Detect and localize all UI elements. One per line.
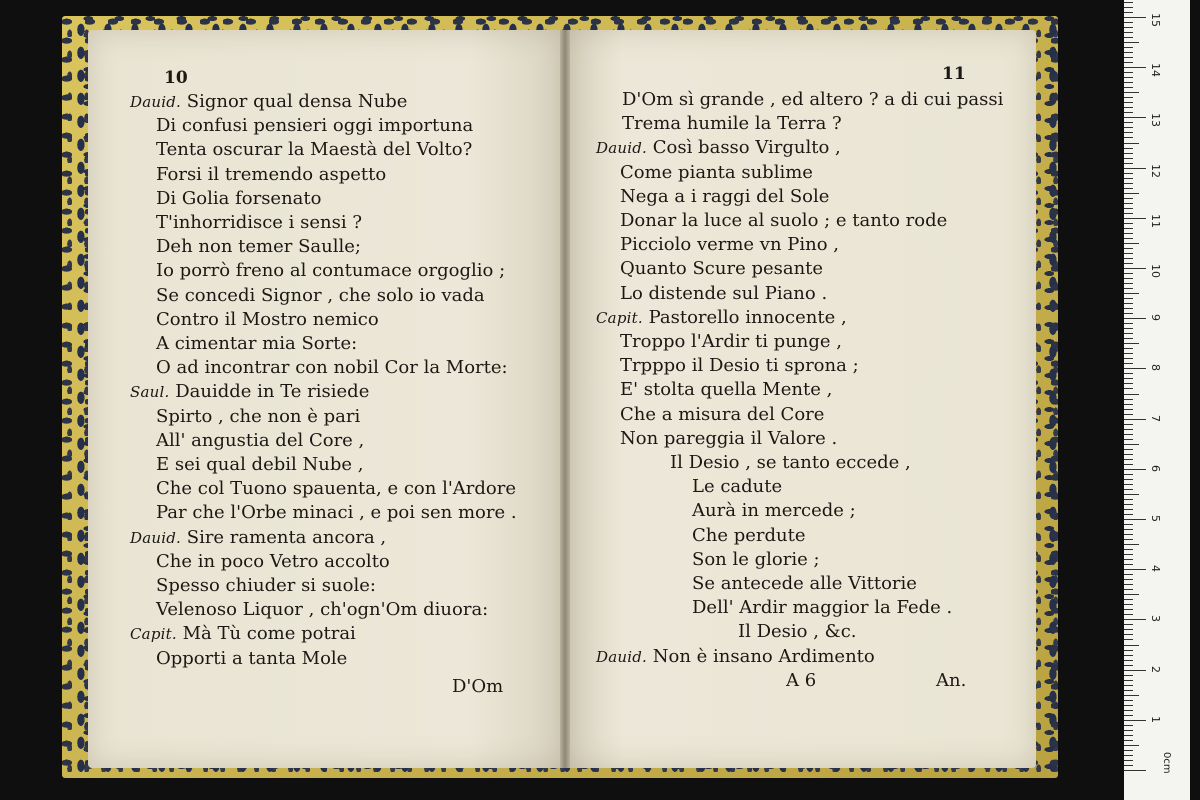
- ruler-tick: [1124, 670, 1146, 671]
- ruler-tick: [1124, 153, 1133, 154]
- speaker-label: Capit.: [596, 308, 643, 327]
- text-line: [156, 114, 473, 138]
- ruler-tick: [1124, 343, 1139, 344]
- ruler-tick: [1124, 288, 1133, 289]
- verse-text: Che col Tuono spauenta, e con l'Ardore: [156, 478, 516, 500]
- ruler-tick: [1124, 37, 1133, 38]
- ruler-tick: [1124, 17, 1146, 18]
- verse-text: Che a misura del Core: [620, 403, 825, 425]
- ruler-tick: [1124, 770, 1146, 771]
- ruler-tick: [1124, 193, 1139, 194]
- ruler-tick: [1124, 404, 1133, 405]
- ruler-tick: [1124, 705, 1133, 706]
- ruler-tick: [1124, 444, 1139, 445]
- ruler-tick: [1124, 82, 1133, 83]
- verse-text: T'inhorridisce i sensi ?: [156, 212, 362, 233]
- ruler-tick: [1124, 253, 1133, 254]
- ruler-number: 3: [1149, 615, 1162, 623]
- ruler-tick: [1124, 333, 1133, 334]
- ruler-tick: [1124, 454, 1133, 455]
- ruler-tick: [1124, 745, 1139, 746]
- text-line: [692, 572, 917, 596]
- ruler-tick: [1124, 158, 1133, 159]
- ruler-tick: [1124, 559, 1133, 560]
- ruler-number: 15: [1149, 13, 1162, 27]
- catchword: D'Om: [452, 676, 504, 697]
- text-line: [620, 185, 829, 209]
- speaker-label: Dauid.: [596, 647, 647, 666]
- ruler-tick: [1124, 318, 1146, 319]
- verse-text: Opporti a tanta Mole: [156, 647, 348, 669]
- ruler-tick: [1124, 228, 1133, 229]
- ruler-tick: [1124, 650, 1133, 651]
- ruler-tick: [1124, 32, 1133, 33]
- ruler-tick: [1124, 263, 1133, 264]
- text-line: [156, 308, 379, 332]
- ruler-tick: [1124, 665, 1133, 666]
- ruler-tick: [1124, 519, 1146, 520]
- ruler-number: 7: [1149, 414, 1162, 422]
- ruler-tick: [1124, 137, 1133, 138]
- ruler-tick: [1124, 514, 1133, 515]
- ruler-number: 8: [1149, 364, 1162, 372]
- speaker-label: Dauid.: [130, 528, 181, 547]
- ruler-tick: [1124, 52, 1133, 53]
- verse-text: Io porrò freno al contumace orgoglio ;: [156, 260, 506, 282]
- signature-mark: A 6: [786, 670, 817, 691]
- ruler-tick: [1124, 258, 1133, 259]
- ruler-tick: [1124, 238, 1133, 239]
- ruler-tick: [1124, 313, 1133, 314]
- page-number: 10: [164, 68, 188, 88]
- verse-text: Dell' Ardir maggior la Fede .: [692, 597, 953, 619]
- measurement-ruler: [1124, 0, 1190, 800]
- ruler-tick: [1124, 62, 1133, 63]
- verse-text: O ad incontrar con nobil Cor la Morte:: [156, 357, 508, 379]
- verse-text: E' stolta quella Mente ,: [620, 379, 833, 401]
- ruler-tick: [1124, 117, 1146, 118]
- verse-text: Contro il Mostro nemico: [156, 308, 379, 330]
- ruler-tick: [1124, 198, 1133, 199]
- ruler-tick: [1124, 730, 1133, 731]
- ruler-tick: [1124, 168, 1146, 169]
- verse-text: Spesso chiuder si suole:: [156, 575, 376, 596]
- ruler-tick: [1124, 102, 1133, 103]
- ruler-tick: [1124, 604, 1133, 605]
- ruler-tick: [1124, 549, 1133, 550]
- ruler-tick: [1124, 143, 1139, 144]
- ruler-tick: [1124, 489, 1133, 490]
- speaker-label: Dauid.: [130, 93, 181, 111]
- verse-text: Nega a i raggi del Sole: [620, 185, 830, 207]
- ruler-tick: [1124, 700, 1133, 701]
- text-line: [620, 427, 837, 451]
- ruler-tick: [1124, 308, 1133, 309]
- verse-text: Son le glorie ;: [692, 548, 820, 570]
- text-line: [156, 284, 485, 308]
- text-line: [156, 235, 361, 259]
- text-line: [692, 499, 856, 523]
- text-line: [620, 354, 859, 378]
- text-line: [622, 112, 842, 136]
- verse-text: Lo distende sul Piano .: [620, 282, 828, 304]
- text-line: [620, 282, 827, 306]
- ruler-tick: [1124, 614, 1133, 615]
- ruler-tick: [1124, 539, 1133, 540]
- verse-text: Donar la luce al suolo ; e tanto rode: [620, 210, 948, 231]
- ruler-tick: [1124, 248, 1133, 249]
- ruler-number: 1: [1149, 715, 1162, 723]
- ruler-tick: [1124, 554, 1133, 555]
- verse-text: E sei qual debil Nube ,: [156, 454, 364, 475]
- ruler-tick: [1124, 504, 1133, 505]
- ruler-tick: [1124, 459, 1133, 460]
- ruler-tick: [1124, 675, 1133, 676]
- ruler-tick: [1124, 368, 1146, 369]
- verse-text: Deh non temer Saulle;: [156, 236, 361, 258]
- ruler-tick: [1124, 715, 1133, 716]
- ruler-tick: [1124, 740, 1133, 741]
- ruler-tick: [1124, 424, 1133, 425]
- text-line: [156, 501, 517, 525]
- verse-text: Il Desio , &c.: [738, 621, 857, 643]
- verse-text: Trema humile la Terra ?: [622, 113, 842, 135]
- ruler-tick: [1124, 243, 1139, 244]
- ruler-tick: [1124, 2, 1133, 3]
- text-line: [156, 332, 357, 356]
- text-line: [670, 451, 911, 475]
- ruler-tick: [1124, 208, 1133, 209]
- ruler-number: 13: [1149, 113, 1162, 128]
- text-line: [156, 211, 362, 235]
- ruler-tick: [1124, 12, 1133, 13]
- ruler-tick: [1124, 283, 1133, 284]
- ruler-tick: [1124, 755, 1133, 756]
- ruler-tick: [1124, 358, 1133, 359]
- ruler-tick: [1124, 348, 1133, 349]
- text-line: [692, 524, 806, 548]
- speaker-label: Dauid.: [596, 139, 647, 158]
- verse-text: Pastorello innocente ,: [648, 306, 847, 328]
- ruler-tick: [1124, 569, 1146, 570]
- ruler-tick: [1124, 218, 1146, 219]
- ruler-tick: [1124, 594, 1139, 595]
- text-line: [620, 209, 947, 233]
- ruler-tick: [1124, 7, 1133, 8]
- ruler-tick: [1124, 353, 1133, 354]
- verse-text: Che perdute: [692, 524, 806, 546]
- ruler-tick: [1124, 87, 1133, 88]
- ruler-tick: [1124, 388, 1133, 389]
- ruler-tick: [1124, 609, 1133, 610]
- verse-text: Quanto Scure pesante: [620, 258, 824, 280]
- text-line: [130, 622, 356, 646]
- ruler-tick: [1124, 278, 1133, 279]
- text-line: [130, 380, 369, 404]
- verse-text: Troppo l'Ardir ti punge ,: [620, 331, 843, 352]
- ruler-tick: [1124, 127, 1133, 128]
- ruler-tick: [1124, 619, 1146, 620]
- ruler-tick: [1124, 223, 1133, 224]
- ruler-number: 10: [1149, 264, 1162, 278]
- ruler-tick: [1124, 529, 1133, 530]
- text-line: [156, 429, 364, 453]
- ruler-tick: [1124, 579, 1133, 580]
- ruler-tick: [1124, 112, 1133, 113]
- text-line: [156, 550, 390, 574]
- verse-text: Come pianta sublime: [620, 161, 813, 183]
- verse-text: Che in poco Vetro accolto: [156, 550, 390, 572]
- verse-text: Mà Tù come potrai: [182, 623, 356, 645]
- ruler-number: 5: [1149, 515, 1162, 522]
- ruler-tick: [1124, 303, 1133, 304]
- ruler-tick: [1124, 268, 1146, 269]
- verse-text: Picciolo verme vn Pino ,: [620, 234, 840, 256]
- text-line: [596, 136, 841, 160]
- ruler-tick: [1124, 373, 1133, 374]
- text-line: [620, 257, 823, 281]
- text-line: [596, 645, 875, 669]
- ruler-tick: [1124, 173, 1133, 174]
- ruler-tick: [1124, 655, 1133, 656]
- text-line: [692, 548, 820, 572]
- ruler-tick: [1124, 534, 1133, 535]
- text-line: [156, 187, 321, 211]
- verse-text: D'Om sì grande , ed altero ? a di cui passi: [622, 89, 1004, 110]
- ruler-tick: [1124, 690, 1133, 691]
- ruler-number: 6: [1149, 464, 1162, 472]
- verse-text: Le cadute: [692, 476, 783, 498]
- ruler-tick: [1124, 574, 1133, 575]
- ruler-tick: [1124, 439, 1133, 440]
- text-line: [156, 138, 472, 162]
- ruler-tick: [1124, 750, 1133, 751]
- ruler-tick: [1124, 188, 1133, 189]
- text-line: [130, 90, 407, 114]
- text-line: [738, 620, 857, 644]
- ruler-number: 12: [1149, 163, 1162, 178]
- ruler-tick: [1124, 409, 1133, 410]
- ruler-unit-label: 0cm: [1161, 752, 1172, 774]
- verse-text: Aurà in mercede ;: [692, 500, 856, 522]
- ruler-tick: [1124, 544, 1139, 545]
- ruler-number: 4: [1149, 565, 1162, 573]
- ruler-tick: [1124, 163, 1133, 164]
- ruler-tick: [1124, 634, 1133, 635]
- text-line: [156, 574, 376, 598]
- ruler-tick: [1124, 710, 1133, 711]
- verse-text: Sire ramenta ancora ,: [186, 526, 387, 548]
- text-line: [620, 403, 824, 427]
- ruler-tick: [1124, 720, 1146, 721]
- ruler-tick: [1124, 178, 1133, 179]
- ruler-tick: [1124, 378, 1133, 379]
- speaker-label: Saul.: [130, 383, 170, 402]
- ruler-tick: [1124, 97, 1133, 98]
- ruler-tick: [1124, 399, 1133, 400]
- ruler-tick: [1124, 639, 1133, 640]
- verse-text: Di confusi pensieri oggi importuna: [156, 115, 474, 137]
- ruler-tick: [1124, 645, 1139, 646]
- ruler-tick: [1124, 414, 1133, 415]
- speaker-label: Capit.: [130, 625, 177, 644]
- ruler-number: 9: [1149, 314, 1162, 322]
- ruler-tick: [1124, 469, 1146, 470]
- ruler-tick: [1124, 92, 1139, 93]
- ruler-tick: [1124, 509, 1133, 510]
- ruler-tick: [1124, 47, 1133, 48]
- text-line: [156, 356, 508, 380]
- ruler-tick: [1124, 434, 1133, 435]
- ruler-tick: [1124, 449, 1133, 450]
- ruler-tick: [1124, 293, 1139, 294]
- book-gutter: [560, 30, 570, 768]
- ruler-tick: [1124, 584, 1133, 585]
- ruler-number: 14: [1149, 63, 1162, 78]
- ruler-tick: [1124, 735, 1133, 736]
- text-line: [156, 259, 505, 283]
- ruler-tick: [1124, 589, 1133, 590]
- ruler-tick: [1124, 479, 1133, 480]
- ruler-number: 11: [1149, 213, 1162, 228]
- ruler-tick: [1124, 760, 1133, 761]
- ruler-tick: [1124, 499, 1133, 500]
- ruler-tick: [1124, 624, 1133, 625]
- ruler-tick: [1124, 363, 1133, 364]
- ruler-tick: [1124, 680, 1133, 681]
- verse-text: Il Desio , se tanto eccede ,: [670, 452, 911, 473]
- ruler-tick: [1124, 132, 1133, 133]
- text-line: [620, 233, 839, 257]
- verse-text: Par che l'Orbe minaci , e poi sen more .: [156, 502, 517, 524]
- text-line: [156, 647, 347, 671]
- verse-text: Non pareggia il Valore .: [620, 427, 838, 449]
- ruler-tick: [1124, 494, 1139, 495]
- ruler-tick: [1124, 148, 1133, 149]
- ruler-tick: [1124, 233, 1133, 234]
- ruler-tick: [1124, 524, 1133, 525]
- ruler-tick: [1124, 464, 1133, 465]
- text-line: [156, 598, 488, 622]
- ruler-tick: [1124, 629, 1133, 630]
- verse-text: Di Golia forsenato: [156, 187, 322, 209]
- text-line: [692, 596, 952, 620]
- verse-text: Non è insano Ardimento: [652, 645, 875, 667]
- ruler-tick: [1124, 338, 1133, 339]
- ruler-tick: [1124, 695, 1139, 696]
- ruler-tick: [1124, 67, 1146, 68]
- left-page: [88, 30, 564, 768]
- ruler-tick: [1124, 72, 1133, 73]
- page-number: 11: [942, 64, 966, 84]
- text-line: [620, 330, 842, 354]
- verse-text: All' angustia del Core ,: [156, 429, 365, 451]
- text-line: [596, 306, 847, 330]
- text-line: [692, 475, 782, 499]
- ruler-tick: [1124, 660, 1133, 661]
- ruler-tick: [1124, 685, 1133, 686]
- ruler-tick: [1124, 203, 1133, 204]
- text-line: [156, 163, 386, 187]
- ruler-tick: [1124, 77, 1133, 78]
- ruler-tick: [1124, 183, 1133, 184]
- verse-text: Se concedi Signor , che solo io vada: [156, 284, 485, 306]
- ruler-tick: [1124, 22, 1133, 23]
- ruler-tick: [1124, 273, 1133, 274]
- ruler-tick: [1124, 564, 1133, 565]
- text-line: [156, 405, 360, 429]
- ruler-tick: [1124, 57, 1133, 58]
- ruler-tick: [1124, 429, 1133, 430]
- ruler-tick: [1124, 383, 1133, 384]
- verse-text: Signor qual densa Nube: [186, 91, 408, 112]
- ruler-tick: [1124, 298, 1133, 299]
- ruler-tick: [1124, 765, 1133, 766]
- text-line: [130, 526, 386, 550]
- verse-text: Trpppo il Desio ti sprona ;: [620, 355, 859, 377]
- ruler-tick: [1124, 725, 1133, 726]
- text-line: [156, 453, 363, 477]
- text-line: [620, 161, 813, 185]
- ruler-tick: [1124, 484, 1133, 485]
- ruler-tick: [1124, 394, 1139, 395]
- ruler-number: 2: [1149, 665, 1162, 673]
- ruler-tick: [1124, 27, 1133, 28]
- ruler-tick: [1124, 122, 1133, 123]
- verse-text: Tenta oscurar la Maestà del Volto?: [156, 139, 473, 161]
- verse-text: Se antecede alle Vittorie: [692, 573, 917, 594]
- verse-text: Dauidde in Te risiede: [175, 381, 370, 403]
- ruler-tick: [1124, 323, 1133, 324]
- ruler-tick: [1124, 107, 1133, 108]
- verse-text: Forsi il tremendo aspetto: [156, 163, 387, 185]
- verse-text: A cimentar mia Sorte:: [156, 333, 358, 354]
- ruler-tick: [1124, 328, 1133, 329]
- ruler-tick: [1124, 213, 1133, 214]
- verse-text: Così basso Virgulto ,: [652, 137, 841, 159]
- ruler-tick: [1124, 599, 1133, 600]
- text-line: [620, 378, 832, 402]
- verse-text: Spirto , che non è pari: [156, 405, 361, 427]
- right-page: [566, 30, 1036, 768]
- text-line: [156, 477, 516, 501]
- ruler-tick: [1124, 42, 1139, 43]
- text-line: [622, 88, 1003, 112]
- ruler-tick: [1124, 419, 1146, 420]
- verse-text: Velenoso Liquor , ch'ogn'Om diuora:: [156, 599, 489, 621]
- catchword: An.: [936, 670, 967, 691]
- ruler-tick: [1124, 474, 1133, 475]
